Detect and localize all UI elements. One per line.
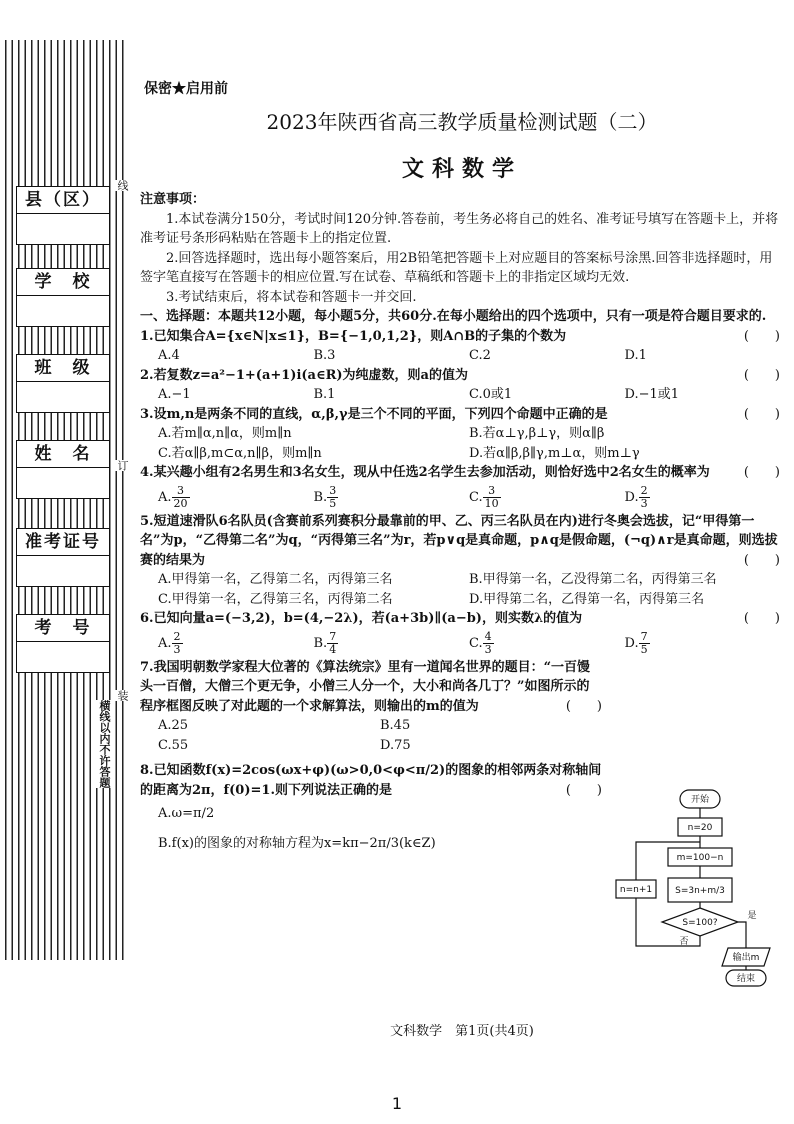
q4-option-d[interactable]: D. $\frac{2}{3}$ [624, 483, 648, 510]
q5-option-a[interactable]: A.甲得第一名，乙得第二名，丙得第三名 [158, 572, 393, 587]
q5-option-c[interactable]: C.甲得第一名，乙得第三名，丙得第二名 [158, 591, 393, 607]
q5-option-b[interactable]: B.甲得第一名，乙没得第二名，丙得第三名 [469, 572, 717, 587]
binding-sidebar [0, 40, 128, 960]
flow-start-text: 开始 [690, 795, 710, 805]
q7-options-row2 [140, 736, 602, 756]
question-6: ( ) 6.已知向量a=(−3,2)，b=(4,−2λ)，若(a+3b)∥(a−b)，则实数λ的值为 [140, 611, 780, 626]
name-field[interactable] [16, 440, 110, 499]
q1-options [140, 346, 780, 366]
q7-option-a[interactable]: A.25 [158, 718, 189, 733]
q8-option-a[interactable]: A.ω=π/2 [158, 806, 215, 821]
q3-option-a[interactable]: A.若m∥α,n∥α，则m∥n [158, 426, 292, 441]
flow-init-text: n=20 [687, 823, 713, 833]
flow-end-text: 结束 [736, 974, 756, 984]
q3-option-b[interactable]: B.若α⊥γ,β⊥γ，则α∥β [469, 426, 605, 441]
note-2: 2.回答选择题时，选出每小题答案后，用2B铅笔把答题卡上对应题目的答案标号涂黑.回答非选择题时，用签字笔直接写在答题卡的相应位置.写在试卷、草稿纸和答题卡上的非指定区域均无效. [140, 250, 773, 285]
q6-option-c[interactable]: C. $\frac{4}{3}$ [469, 629, 492, 656]
exam-body [140, 190, 780, 853]
school-field[interactable] [16, 268, 110, 327]
q3-option-c[interactable]: C.若α∥β,m⊂α,n∥β，则m∥n [158, 445, 322, 461]
notes-heading: 注意事项： [140, 192, 206, 207]
section-heading: 一、选择题：本题共12小题，每小题5分，共60分.在每小题给出的四个选项中，只有一项是符合题目要求的. [140, 309, 767, 324]
name-label: 姓 名 [17, 441, 109, 468]
exam-no-field[interactable] [16, 614, 110, 673]
q5-options-row2 [140, 590, 780, 610]
program-flowchart [612, 788, 784, 988]
exam-no-label: 考 号 [17, 615, 109, 642]
q6-option-b[interactable]: B. $\frac{7}{4}$ [313, 629, 337, 656]
q7-option-c[interactable]: C.55 [158, 737, 189, 753]
q7-option-b[interactable]: B.45 [380, 718, 411, 733]
flow-output-text: 输出m [732, 953, 760, 963]
county-label: 县（区） [17, 187, 109, 214]
q2-option-c[interactable]: C.0或1 [469, 387, 513, 402]
q5-options-row1 [140, 570, 780, 590]
q6-option-a[interactable]: A. $\frac{2}{3}$ [158, 629, 181, 656]
exam-title: 2023年陕西省高三教学质量检测试题（二） [266, 110, 658, 134]
flow-incr-text: n=n+1 [619, 885, 653, 895]
ticket-field[interactable] [16, 528, 110, 587]
binding-stripes [0, 40, 128, 960]
q5-option-d[interactable]: D.甲得第二名，乙得第一名，丙得第三名 [469, 591, 705, 607]
flow-yes-text: 是 [747, 911, 757, 921]
question-7: 7.我国明朝数学家程大位著的《算法统宗》里有一道闻名世界的题目：“一百馒头一百僧，大僧三个更无争，小僧三人分一个，大小和尚各几丁？”如图所示的程序框图反映了对此题的一个求解算法，则输出的m的值为 ( ) [140, 659, 602, 714]
q6-option-d[interactable]: D. $\frac{7}{5}$ [624, 629, 648, 656]
q6-options [140, 631, 780, 656]
class-label: 班 级 [17, 355, 109, 382]
q3-options-row1 [140, 424, 780, 444]
q2-options [140, 385, 780, 405]
question-2: ( ) 2.若复数z=a²−1+(a+1)i(a∈R)为纯虚数，则a的值为 [140, 367, 780, 383]
question-5: 5.短道速滑队6名队员(含赛前系列赛积分最靠前的甲、乙、丙三名队员在内)进行冬奥会选拔，记“甲得第一名”为p，“乙得第二名”为q，“丙得第三名”为r，若p∨q是真命题，p∧q是假命题，(¬q)∧r是真命题，则选拔赛的结果为 ( ) [140, 513, 780, 568]
q2-option-a[interactable]: A.−1 [158, 387, 191, 402]
note-1: 1.本试卷满分150分，考试时间120分钟.答卷前，考生务必将自己的姓名、准考证号填写在答题卡上，并将准考证号条形码粘贴在答题卡上的指定位置. [140, 211, 779, 246]
flow-no-text: 否 [679, 937, 689, 947]
exam-subtitle: 文科数学 [401, 156, 522, 182]
flow-step1-text: m=100−n [676, 853, 724, 863]
class-field[interactable] [16, 354, 110, 413]
flow-step2-text: S=3n+m/3 [675, 886, 725, 896]
q1-option-d[interactable]: D.1 [624, 348, 647, 363]
flow-cond-text: S=100? [682, 918, 718, 928]
cut-mark-fold: 装 [116, 690, 129, 701]
question-7-block [140, 658, 602, 824]
q7-option-d[interactable]: D.75 [380, 737, 411, 753]
county-field[interactable] [16, 186, 110, 245]
q2-option-b[interactable]: B.1 [313, 387, 336, 402]
question-1: ( ) 1.已知集合A={x∈N|x≤1}，B={−1,0,1,2}，则A∩B的子集的个数为 [140, 328, 780, 344]
school-label: 学 校 [17, 269, 109, 296]
q1-option-c[interactable]: C.2 [469, 348, 491, 363]
q1-option-b[interactable]: B.3 [313, 348, 336, 363]
question-4: 4.某兴趣小组有2名男生和3名女生，现从中任选2名学生去参加活动，则恰好选中2名女生的概率为 ( ) [140, 465, 780, 480]
q3-options-row2 [140, 444, 780, 464]
secret-mark: 保密★启用前 [144, 81, 228, 97]
question-3: ( ) 3.设m,n是两条不同的直线，α,β,γ是三个不同的平面，下列四个命题中正确的是 [140, 406, 780, 422]
q4-option-c[interactable]: C. $\frac{3}{10}$ [469, 483, 499, 510]
ticket-label: 准考证号 [17, 529, 109, 556]
q4-options [140, 485, 780, 510]
note-3: 3.考试结束后，将本试卷和答题卡一并交回. [166, 289, 417, 305]
q3-option-d[interactable]: D.若α∥β,β∥γ,m⊥α，则m⊥γ [469, 445, 640, 461]
q4-option-b[interactable]: B. $\frac{3}{5}$ [313, 483, 337, 510]
q7-options-row1 [140, 716, 602, 736]
q8-option-b[interactable]: B.f(x)的图象的对称轴方程为x=kπ−2π/3(k∈Z) [158, 835, 436, 851]
cut-mark-line: 线 [116, 180, 129, 191]
question-8: 8.已知函数f(x)=2cos(ωx+φ)(ω>0,0<φ<π/2)的图象的相邻两条对称轴间的距离为2π，f(0)=1.则下列说法正确的是 ( ) [140, 763, 602, 798]
page-footer: 文科数学 第1页(共4页) [390, 1024, 534, 1039]
page-number: 1 [391, 1094, 403, 1113]
q1-option-a[interactable]: A.4 [158, 348, 180, 363]
q2-option-d[interactable]: D.−1或1 [624, 387, 680, 402]
no-answer-note: 横线以内不许答题 [98, 700, 111, 788]
cut-mark-bind: 订 [116, 460, 129, 471]
q4-option-a[interactable]: A. $\frac{3}{20}$ [158, 483, 188, 510]
